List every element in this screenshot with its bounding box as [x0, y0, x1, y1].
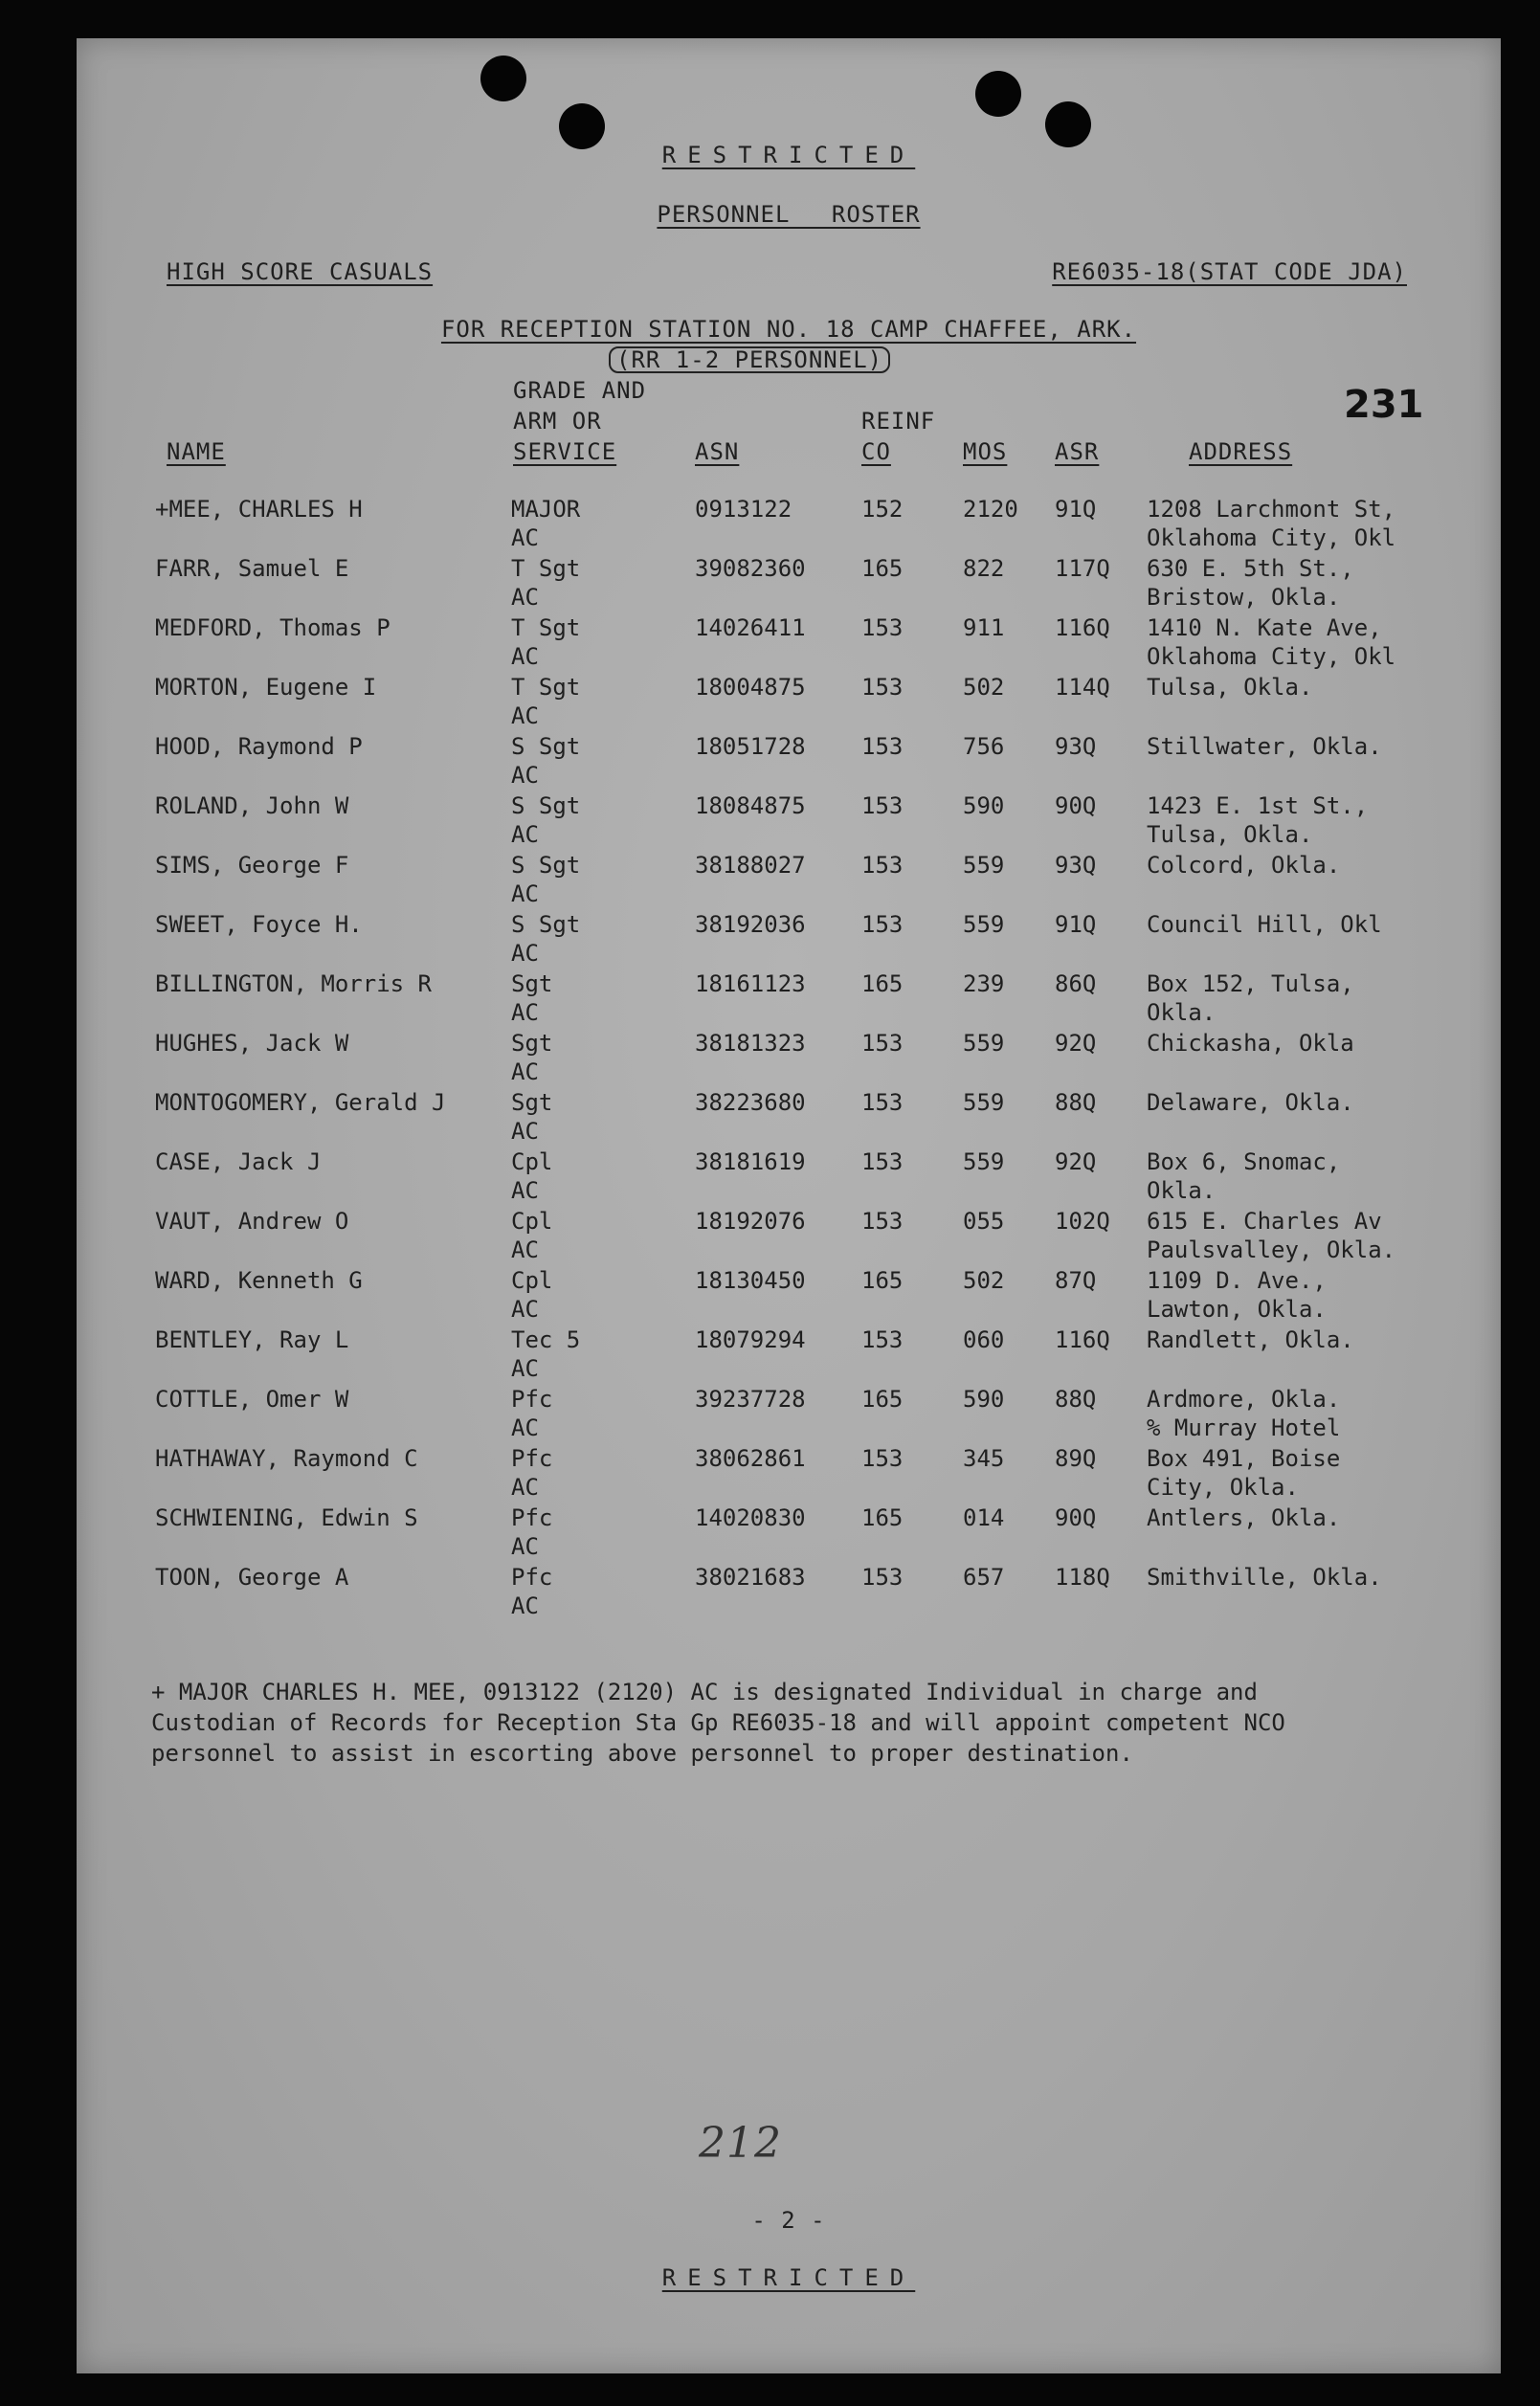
cell-arm: AC	[511, 1593, 539, 1619]
header-name: NAME	[167, 438, 226, 465]
cell-arm: AC	[511, 1533, 539, 1560]
cell-name: COTTLE, Omer W	[155, 1386, 349, 1413]
cell-address-line1: 1423 E. 1st St.,	[1147, 792, 1369, 819]
header-asr: ASR	[1055, 438, 1100, 465]
cell-address-line1: Chickasha, Okla	[1147, 1030, 1354, 1057]
cell-grade: S Sgt	[511, 911, 581, 938]
cell-co: 165	[861, 555, 904, 582]
table-row	[77, 1564, 1501, 1623]
header-reinf-line1: REINF	[861, 408, 936, 434]
cell-asr: 92Q	[1055, 1148, 1097, 1175]
cell-asn: 39082360	[695, 555, 806, 582]
cell-asn: 18004875	[695, 674, 806, 701]
cell-co: 165	[861, 1386, 904, 1413]
cell-asn: 18084875	[695, 792, 806, 819]
cell-grade: T Sgt	[511, 674, 581, 701]
cell-arm: AC	[511, 821, 539, 848]
cell-asr: 116Q	[1055, 614, 1110, 641]
punch-hole	[975, 71, 1021, 117]
cell-mos: 239	[963, 970, 1005, 997]
cell-arm: AC	[511, 880, 539, 907]
cell-co: 153	[861, 1089, 904, 1116]
cell-name: SIMS, George F	[155, 852, 349, 879]
cell-mos: 502	[963, 674, 1005, 701]
cell-address-line1: Delaware, Okla.	[1147, 1089, 1354, 1116]
cell-name: BILLINGTON, Morris R	[155, 970, 432, 997]
cell-mos: 502	[963, 1267, 1005, 1294]
punch-hole	[480, 56, 526, 101]
cell-grade: Pfc	[511, 1386, 553, 1413]
cell-asn: 38021683	[695, 1564, 806, 1591]
table-row	[77, 674, 1501, 733]
cell-asn: 18161123	[695, 970, 806, 997]
cell-asn: 18192076	[695, 1208, 806, 1235]
table-row	[77, 1208, 1501, 1267]
table-row	[77, 1326, 1501, 1386]
cell-address-line1: 1109 D. Ave.,	[1147, 1267, 1327, 1294]
cell-grade: Pfc	[511, 1504, 553, 1531]
cell-arm: AC	[511, 1236, 539, 1263]
cell-asr: 102Q	[1055, 1208, 1110, 1235]
cell-asn: 38181619	[695, 1148, 806, 1175]
cell-grade: Tec 5	[511, 1326, 581, 1353]
cell-asn: 18051728	[695, 733, 806, 760]
cell-address-line2: Tulsa, Okla.	[1147, 821, 1313, 848]
cell-mos: 559	[963, 1089, 1005, 1116]
cell-co: 153	[861, 1148, 904, 1175]
cell-mos: 559	[963, 911, 1005, 938]
table-row	[77, 1386, 1501, 1445]
footnote: + MAJOR CHARLES H. MEE, 0913122 (2120) AC is designated Individual in charge and Custodian of Records for Reception Sta Gp RE6035-18 and will appoint competent NCO personnel to assist in escorting above personnel to proper destination.	[151, 1679, 1285, 1767]
cell-arm: AC	[511, 940, 539, 967]
cell-address-line1: Box 491, Boise	[1147, 1445, 1341, 1472]
cell-mos: 590	[963, 1386, 1005, 1413]
cell-arm: AC	[511, 1474, 539, 1501]
cell-co: 152	[861, 496, 904, 523]
cell-address-line1: Antlers, Okla.	[1147, 1504, 1341, 1531]
cell-address-line1: Box 6, Snomac,	[1147, 1148, 1341, 1175]
cell-co: 153	[861, 852, 904, 879]
cell-grade: S Sgt	[511, 792, 581, 819]
cell-asr: 91Q	[1055, 496, 1097, 523]
cell-asr: 88Q	[1055, 1089, 1097, 1116]
cell-mos: 055	[963, 1208, 1005, 1235]
classification-header: RESTRICTED	[661, 142, 916, 168]
cell-name: ROLAND, John W	[155, 792, 349, 819]
cell-co: 153	[861, 1326, 904, 1353]
cell-co: 153	[861, 911, 904, 938]
cell-arm: AC	[511, 1118, 539, 1145]
cell-grade: Pfc	[511, 1564, 553, 1591]
cell-asr: 118Q	[1055, 1564, 1110, 1591]
cell-name: HATHAWAY, Raymond C	[155, 1445, 418, 1472]
cell-co: 153	[861, 1445, 904, 1472]
cell-grade: S Sgt	[511, 852, 581, 879]
cell-grade: T Sgt	[511, 614, 581, 641]
cell-mos: 559	[963, 1030, 1005, 1057]
right-heading: RE6035-18(STAT CODE JDA)	[1052, 258, 1407, 285]
cell-grade: Sgt	[511, 970, 553, 997]
cell-co: 153	[861, 1030, 904, 1057]
cell-address-line1: Council Hill, Okl	[1147, 911, 1382, 938]
cell-address-line1: Colcord, Okla.	[1147, 852, 1341, 879]
cell-address-line2: Lawton, Okla.	[1147, 1296, 1327, 1323]
cell-mos: 060	[963, 1326, 1005, 1353]
table-row	[77, 911, 1501, 970]
cell-arm: AC	[511, 584, 539, 611]
header-address: ADDRESS	[1189, 438, 1293, 465]
header-grade-line2: ARM OR	[513, 408, 602, 434]
header-reinf-line2: CO	[861, 438, 891, 465]
cell-mos: 756	[963, 733, 1005, 760]
cell-address-line1: 1208 Larchmont St,	[1147, 496, 1396, 523]
cell-name: HUGHES, Jack W	[155, 1030, 349, 1057]
cell-asr: 90Q	[1055, 792, 1097, 819]
cell-asr: 114Q	[1055, 674, 1110, 701]
cell-asr: 116Q	[1055, 1326, 1110, 1353]
roster-title: PERSONNEL ROSTER	[657, 201, 921, 228]
cell-co: 153	[861, 1564, 904, 1591]
cell-address-line2: Paulsvalley, Okla.	[1147, 1236, 1396, 1263]
cell-asr: 89Q	[1055, 1445, 1097, 1472]
cell-address-line1: Smithville, Okla.	[1147, 1564, 1382, 1591]
table-row	[77, 1504, 1501, 1564]
header-grade-line1: GRADE AND	[513, 377, 647, 404]
header-grade-line3: SERVICE	[513, 438, 617, 465]
cell-arm: AC	[511, 1058, 539, 1085]
cell-name: MEDFORD, Thomas P	[155, 614, 391, 641]
station-line: FOR RECEPTION STATION NO. 18 CAMP CHAFFEE, ARK.	[440, 316, 1137, 343]
table-row	[77, 1267, 1501, 1326]
cell-asn: 14026411	[695, 614, 806, 641]
cell-asr: 91Q	[1055, 911, 1097, 938]
cell-name: FARR, Samuel E	[155, 555, 349, 582]
cell-name: VAUT, Andrew O	[155, 1208, 349, 1235]
table-row	[77, 852, 1501, 911]
cell-name: BENTLEY, Ray L	[155, 1326, 349, 1353]
cell-asn: 38192036	[695, 911, 806, 938]
cell-asn: 0913122	[695, 496, 792, 523]
table-row	[77, 1445, 1501, 1504]
table-row	[77, 614, 1501, 674]
cell-address-line1: Box 152, Tulsa,	[1147, 970, 1354, 997]
cell-asn: 39237728	[695, 1386, 806, 1413]
cell-asn: 38062861	[695, 1445, 806, 1472]
cell-asn: 38188027	[695, 852, 806, 879]
cell-name: WARD, Kenneth G	[155, 1267, 363, 1294]
cell-grade: Sgt	[511, 1030, 553, 1057]
cell-name: +MEE, CHARLES H	[155, 496, 363, 523]
header-asn: ASN	[695, 438, 740, 465]
cell-arm: AC	[511, 524, 539, 551]
cell-mos: 014	[963, 1504, 1005, 1531]
cell-name: TOON, George A	[155, 1564, 349, 1591]
punch-hole	[1045, 101, 1091, 147]
cell-co: 153	[861, 733, 904, 760]
cell-co: 153	[861, 674, 904, 701]
cell-arm: AC	[511, 1177, 539, 1204]
cell-grade: Sgt	[511, 1089, 553, 1116]
cell-address-line1: Ardmore, Okla.	[1147, 1386, 1341, 1413]
cell-mos: 911	[963, 614, 1005, 641]
cell-name: MONTOGOMERY, Gerald J	[155, 1089, 446, 1116]
cell-grade: Cpl	[511, 1208, 553, 1235]
cell-grade: S Sgt	[511, 733, 581, 760]
cell-mos: 822	[963, 555, 1005, 582]
cell-asn: 18130450	[695, 1267, 806, 1294]
cell-asr: 90Q	[1055, 1504, 1097, 1531]
cell-address-line2: Okla.	[1147, 999, 1216, 1026]
cell-name: SCHWIENING, Edwin S	[155, 1504, 418, 1531]
cell-name: SWEET, Foyce H.	[155, 911, 363, 938]
cell-asn: 38181323	[695, 1030, 806, 1057]
cell-arm: AC	[511, 1355, 539, 1382]
cell-address-line2: % Murray Hotel	[1147, 1415, 1341, 1441]
cell-arm: AC	[511, 762, 539, 789]
table-row	[77, 1148, 1501, 1208]
cell-address-line2: Bristow, Okla.	[1147, 584, 1341, 611]
cell-co: 165	[861, 970, 904, 997]
cell-arm: AC	[511, 1296, 539, 1323]
cell-address-line1: 615 E. Charles Av	[1147, 1208, 1382, 1235]
cell-asr: 117Q	[1055, 555, 1110, 582]
cell-address-line1: Stillwater, Okla.	[1147, 733, 1382, 760]
cell-grade: MAJOR	[511, 496, 581, 523]
document-page	[77, 38, 1501, 2373]
cell-name: HOOD, Raymond P	[155, 733, 363, 760]
page-number: - 2 -	[751, 2207, 826, 2234]
table-row	[77, 496, 1501, 555]
cell-asr: 86Q	[1055, 970, 1097, 997]
cell-grade: Cpl	[511, 1267, 553, 1294]
cell-asr: 88Q	[1055, 1386, 1097, 1413]
cell-mos: 345	[963, 1445, 1005, 1472]
cell-asr: 87Q	[1055, 1267, 1097, 1294]
classification-footer: RESTRICTED	[661, 2264, 916, 2291]
cell-asn: 14020830	[695, 1504, 806, 1531]
left-heading: HIGH SCORE CASUALS	[167, 258, 434, 285]
page-stamp: 231	[1344, 383, 1424, 427]
cell-mos: 559	[963, 852, 1005, 879]
cell-name: CASE, Jack J	[155, 1148, 322, 1175]
header-mos: MOS	[963, 438, 1008, 465]
cell-co: 153	[861, 1208, 904, 1235]
handwritten-note: 212	[699, 2119, 782, 2168]
subheading: (RR 1-2 PERSONNEL)	[609, 346, 890, 373]
cell-asn: 18079294	[695, 1326, 806, 1353]
table-row	[77, 555, 1501, 614]
table-row	[77, 1089, 1501, 1148]
cell-address-line2: Oklahoma City, Okl	[1147, 643, 1396, 670]
cell-asr: 92Q	[1055, 1030, 1097, 1057]
cell-co: 165	[861, 1267, 904, 1294]
cell-address-line1: 630 E. 5th St.,	[1147, 555, 1354, 582]
cell-mos: 559	[963, 1148, 1005, 1175]
cell-asr: 93Q	[1055, 852, 1097, 879]
cell-co: 153	[861, 614, 904, 641]
cell-address-line2: Okla.	[1147, 1177, 1216, 1204]
table-row	[77, 792, 1501, 852]
cell-co: 153	[861, 792, 904, 819]
cell-mos: 590	[963, 792, 1005, 819]
cell-grade: T Sgt	[511, 555, 581, 582]
cell-arm: AC	[511, 643, 539, 670]
table-row	[77, 970, 1501, 1030]
cell-mos: 2120	[963, 496, 1018, 523]
cell-name: MORTON, Eugene I	[155, 674, 377, 701]
cell-arm: AC	[511, 702, 539, 729]
cell-asr: 93Q	[1055, 733, 1097, 760]
table-row	[77, 733, 1501, 792]
cell-address-line1: 1410 N. Kate Ave,	[1147, 614, 1382, 641]
cell-address-line1: Tulsa, Okla.	[1147, 674, 1313, 701]
cell-address-line1: Randlett, Okla.	[1147, 1326, 1354, 1353]
cell-arm: AC	[511, 999, 539, 1026]
cell-grade: Cpl	[511, 1148, 553, 1175]
cell-arm: AC	[511, 1415, 539, 1441]
table-row	[77, 1030, 1501, 1089]
cell-asn: 38223680	[695, 1089, 806, 1116]
cell-mos: 657	[963, 1564, 1005, 1591]
cell-grade: Pfc	[511, 1445, 553, 1472]
cell-address-line2: City, Okla.	[1147, 1474, 1299, 1501]
cell-co: 165	[861, 1504, 904, 1531]
cell-address-line2: Oklahoma City, Okl	[1147, 524, 1396, 551]
